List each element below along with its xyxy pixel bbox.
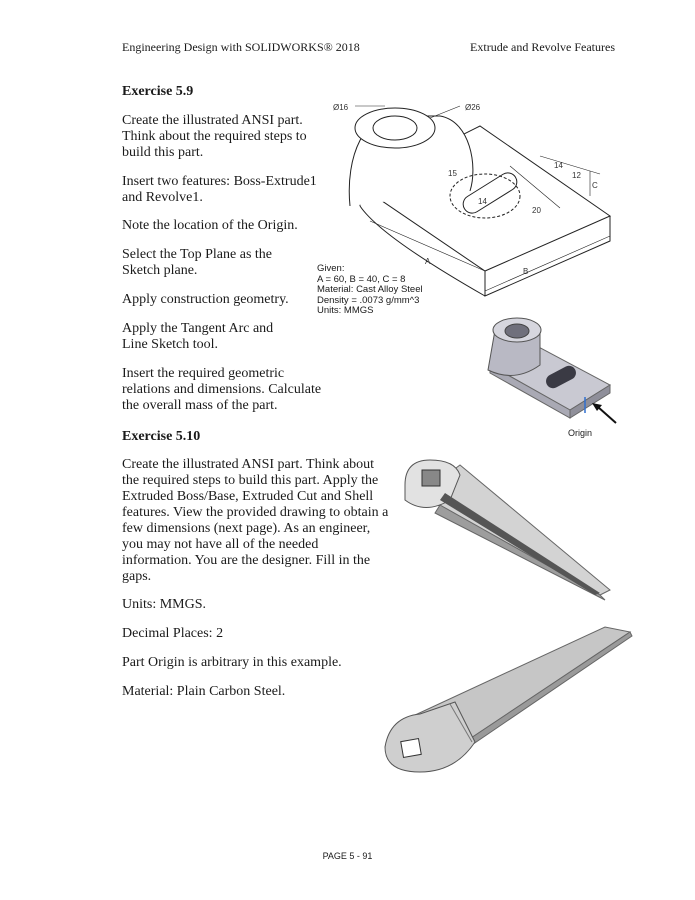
dim-20: 20 xyxy=(532,206,541,215)
dim-15: 15 xyxy=(448,169,457,178)
ex59-paragraph-5: Apply construction geometry. xyxy=(122,292,289,307)
exercise-5-9-title: Exercise 5.9 xyxy=(122,84,194,99)
dim-b: B xyxy=(523,267,529,276)
header-chapter-title: Extrude and Revolve Features xyxy=(470,40,615,54)
ex510-material: Material: Plain Carbon Steel. xyxy=(122,684,286,699)
ex510-decimals: Decimal Places: 2 xyxy=(122,626,224,641)
ex59-paragraph-3: Note the location of the Origin. xyxy=(122,218,298,233)
page-number: PAGE 5 - 91 xyxy=(322,851,373,861)
dim-14: 14 xyxy=(554,161,563,170)
ex59-paragraph-7: Insert the required geometric relations and dimensions. Calculate the overall mass of the part. xyxy=(122,366,322,413)
ex510-wrench-model-bottom xyxy=(380,622,640,792)
header-book-title: Engineering Design with SOLIDWORKS® 2018 xyxy=(122,40,360,54)
ex59-shaded-model xyxy=(480,315,620,425)
dim-d26: Ø26 xyxy=(465,103,481,112)
dim-c: C xyxy=(592,181,598,190)
ex510-units: Units: MMGS. xyxy=(122,597,207,612)
ex510-origin-note: Part Origin is arbitrary in this example. xyxy=(122,655,342,670)
ex510-wrench-model-iso xyxy=(400,455,630,605)
dim-a: A xyxy=(425,257,431,266)
exercise-5-10-title: Exercise 5.10 xyxy=(122,429,201,444)
ex59-paragraph-2: Insert two features: Boss-Extrude1 and Revolve1. xyxy=(122,174,317,205)
dim-14-slot: 14 xyxy=(478,197,487,206)
ex59-paragraph-1: Create the illustrated ANSI part. Think about the required steps to build this part. xyxy=(122,113,307,160)
ex59-paragraph-6: Apply the Tangent Arc and Line Sketch tool. xyxy=(122,321,274,352)
ex510-paragraph-1: Create the illustrated ANSI part. Think about the required steps to build this part. Apply the Extruded Boss/Base, Extruded Cut and Shell features. View the provided drawing to obtain a few dimensions (next page). As an engineer, you may not have all of the needed information. You are the designer. Fill in the gaps. xyxy=(122,457,389,584)
given-block: Given: A = 60, B = 40, C = 8 Material: Cast Alloy Steel Density = .0073 g/mm^3 Units: MMGS xyxy=(317,263,423,316)
dim-d16: Ø16 xyxy=(333,103,349,112)
dim-12: 12 xyxy=(572,171,581,180)
origin-label: Origin xyxy=(568,428,593,438)
ex59-paragraph-4: Select the Top Plane as the Sketch plane. xyxy=(122,247,273,278)
